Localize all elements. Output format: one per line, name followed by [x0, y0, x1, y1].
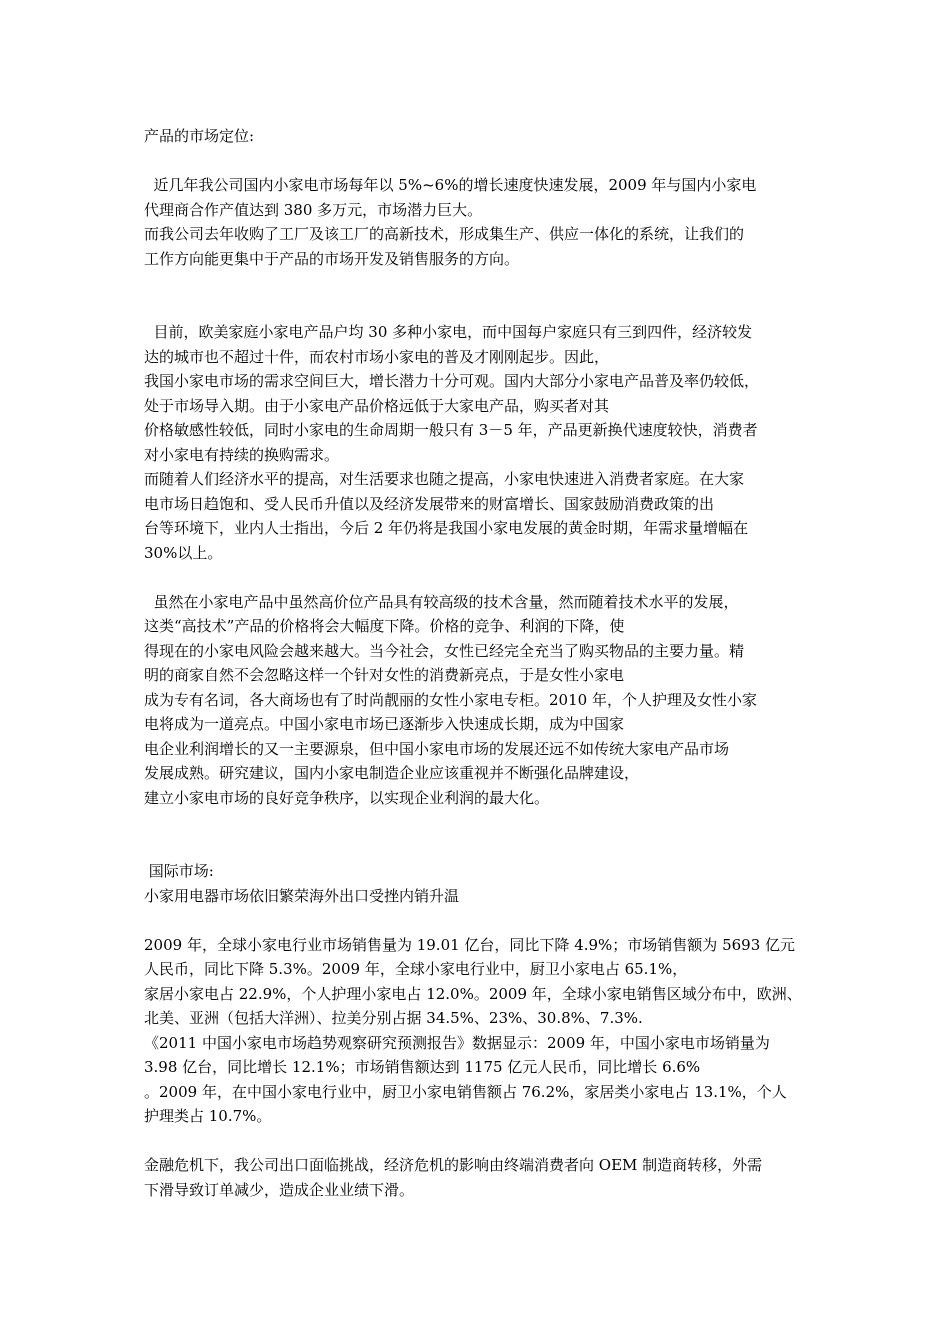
text-line: 金融危机下，我公司出口面临挑战，经济危机的影响由终端消费者向 OEM 制造商转移，外需	[144, 1156, 763, 1174]
text-line: 2009 年，全球小家电行业市场销售量为 19.01 亿台，同比下降 4.9%；市场销售额为 5693 亿元	[144, 935, 796, 954]
text-line: 家居小家电占 22.9%，个人护理小家电占 12.0%。2009 年，全球小家电销售区域分布中，欧洲、	[144, 984, 802, 1003]
text-line: 近几年我公司国内小家电市场每年以 5%~6%的增长速度快速发展，2009 年与国内小家电	[144, 176, 757, 194]
text-line: 价格敏感性较低，同时小家电的生命周期一般只有 3－5 年，产品更新换代速度较快，消费者	[144, 421, 758, 439]
text-line: 工作方向能更集中于产品的市场开发及销售服务的方向。	[144, 249, 520, 268]
text-line: 而随着人们经济水平的提高，对生活要求也随之提高，小家电快速进入消费者家庭。在大家	[144, 470, 745, 488]
paragraph-financial-crisis	[144, 1153, 816, 1202]
text-line: 电企业利润增长的又一主要源泉，但中国小家电市场的发展还远不如传统大家电产品市场	[144, 739, 730, 758]
heading-market-positioning: 产品的市场定位:	[144, 127, 255, 145]
text-line: 北美、亚洲（包括大洋洲）、拉美分别占据 34.5%、23%、30.8%、7.3%.	[144, 1009, 643, 1027]
text-line: 达的城市也不超过十件，而农村市场小家电的普及才刚刚起步。因此，	[144, 347, 610, 366]
text-line: 建立小家电市场的良好竞争秩序，以实现企业利润的最大化。	[144, 788, 550, 807]
text-line: 处于市场导入期。由于小家电产品价格远低于大家电产品，购买者对其	[144, 396, 610, 415]
paragraph-domestic-growth	[144, 173, 816, 271]
text-line: 电市场日趋饱和、受人民币升值以及经济发展带来的财富增长、国家鼓励消费政策的出	[144, 494, 715, 513]
text-line: 我国小家电市场的需求空间巨大，增长潜力十分可观。国内大部分小家电产品普及率仍较低，	[144, 372, 760, 390]
text-line: 这类“高技术”产品的价格将会大幅度下降。价格的竞争、利润的下降，使	[144, 617, 625, 635]
text-line: 护理类占 10.7%。	[144, 1107, 272, 1125]
spacer	[144, 908, 816, 933]
spacer	[144, 271, 816, 320]
spacer	[144, 149, 816, 174]
text-line: 明的商家自然不会忽略这样一个针对女性的消费新亮点，于是女性小家电	[144, 666, 625, 684]
text-line: 虽然在小家电产品中虽然高价位产品具有较高级的技术含量，然而随着技术水平的发展，	[144, 592, 739, 611]
text-line: 代理商合作产值达到 380 多万元，市场潜力巨大。	[144, 200, 483, 219]
heading-international-market: 国际市场:	[144, 862, 214, 880]
subheading-international: 小家用电器市场依旧繁荣海外出口受挫内销升温	[144, 886, 460, 905]
text-line: 发展成熟。研究建议，国内小家电制造企业应该重视并不断强化品牌建设，	[144, 764, 640, 782]
document-body	[144, 124, 816, 1202]
text-line: 《2011 中国小家电市场趋势观察研究预测报告》数据显示：2009 年，中国小家电市场销量为	[144, 1033, 770, 1052]
paragraph-high-tech-female	[144, 590, 816, 811]
paragraph-demand-space	[144, 320, 816, 565]
text-line: 目前，欧美家庭小家电产品户均 30 多种小家电，而中国每户家庭只有三到四件，经济较发	[144, 323, 753, 341]
spacer	[144, 810, 816, 859]
text-line: 3.98 亿台，同比增长 12.1%；市场销售额达到 1175 亿元人民币，同比增长 6.6%	[144, 1058, 701, 1076]
text-line: 而我公司去年收购了工厂及该工厂的高新技术，形成集生产、供应一体化的系统，让我们的	[144, 225, 745, 243]
text-line: 。2009 年，在中国小家电行业中，厨卫小家电销售额占 76.2%，家居类小家电占 13.1%，个人	[144, 1082, 787, 1101]
text-line: 对小家电有持续的换购需求。	[144, 445, 340, 464]
text-line: 成为专有名词，各大商场也有了时尚靓丽的女性小家电专柜。2010 年，个人护理及女性小家	[144, 690, 757, 709]
text-line: 台等环境下，业内人士指出，今后 2 年仍将是我国小家电发展的黄金时期，年需求量增幅在	[144, 519, 749, 537]
text-line: 电将成为一道亮点。中国小家电市场已逐渐步入快速成长期，成为中国家	[144, 715, 625, 733]
text-line: 30%以上。	[144, 543, 223, 562]
text-line: 得现在的小家电风险会越来越大。当今社会，女性已经完全充当了购买物品的主要力量。精	[144, 641, 745, 660]
text-line: 下滑导致订单减少，造成企业业绩下滑。	[144, 1180, 415, 1199]
paragraph-global-stats	[144, 933, 816, 1129]
spacer	[144, 1129, 816, 1154]
spacer	[144, 565, 816, 590]
text-line: 人民币，同比下降 5.3%。2009 年，全球小家电行业中，厨卫小家电占 65.1%，	[144, 960, 688, 978]
